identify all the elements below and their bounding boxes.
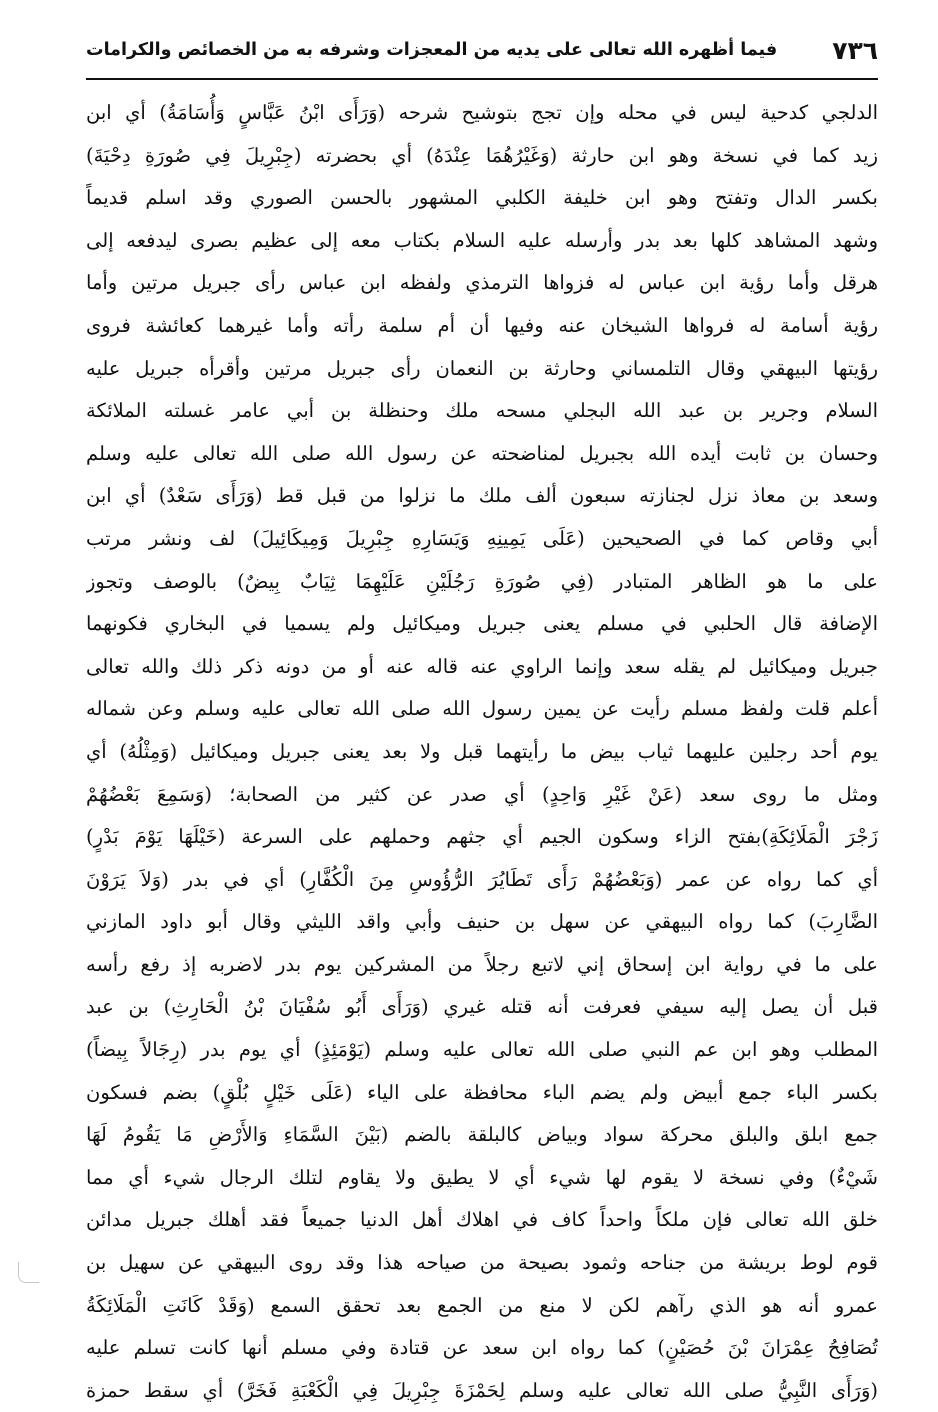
- page-number: ٧٣٦: [832, 35, 878, 65]
- running-title: فيما أظهره الله تعالى على يديه من المعجزات وشرفه به من الخصائص والكرامات: [86, 40, 778, 60]
- text-line: وشهد المشاهد كلها بعد بدر وأرسله عليه السلام بكتاب معه إلى عظيم بصرى ليدفعه إلى: [86, 228, 878, 252]
- text-line: أعلم قلت ولفظ مسلم رأيت عن يمين رسول الله صلى الله تعالى عليه وسلم وعن شماله: [86, 697, 878, 721]
- text-line: رؤية أسامة له فرواها الشيخان عنه وفيها أن أم سلمة رأته وأما غيرهما كعائشة فروى: [86, 313, 878, 337]
- text-line: رؤيتها البيهقي وقال التلمساني وحارثة بن النعمان رأى جبريل مرتين وأقرأه جبريل عليه: [86, 356, 878, 380]
- text-line: وحسان بن ثابت أيده الله بجبريل لمناضحته عن رسول الله صلى الله تعالى عليه وسلم: [86, 441, 878, 465]
- page-header: [86, 28, 878, 72]
- text-line: عمرو أنه هو الذي رآهم لكن لا منع من الجمع بعد تحقق السمع (وَقَدْ كَانَتِ الْمَلَائِكَةُ: [86, 1293, 878, 1317]
- text-line: الدلجي كدحية ليس في محله وإن تجج بتوشيح شرحه (وَرَأَى ابْنُ عَبَّاسٍ وَأُسَامَةُ) أي ابن: [86, 101, 878, 124]
- text-line: وسعد بن معاذ نزل لجنازته سبعون ألف ملك ما نزلوا من قبل قط (وَرَأَى سَعْدٌ) أي ابن: [86, 484, 878, 508]
- text-line: هرقل وأما رؤية ابن عباس له فزواها الترمذي ولفظه ابن عباس رأى جبريل مرتين وأما: [86, 271, 878, 295]
- text-line: المطلب وهو ابن عم النبي صلى الله تعالى عليه وسلم (يَوْمَئِذٍ) أي يوم بدر (رِجَالاً بِيضاً): [86, 1038, 878, 1062]
- text-line: جبريل وميكائيل لم يقله سعد وإنما الراوي عنه قاله عنه أو من دونه ذكر ذلك والله تعالى: [86, 654, 878, 678]
- text-line: زَجْرَ الْمَلَائِكَةِ)بفتح الزاء وسكون الجيم أي جثهم وحملهم على السرعة (خَيْلَهَا يَوْمَ بَدْرٍ): [86, 825, 878, 849]
- header-divider: [86, 78, 878, 80]
- text-line: (وَرَأَى النَّبِيُّ صلى الله تعالى عليه وسلم لِحَمْزَةَ جِبْرِيلَ فِي الْكَعْبَةِ فَخَرَّ) أي سقط حمزة: [86, 1378, 878, 1402]
- text-line: السلام وجرير بن عبد الله البجلي مسحه ملك وحنظلة بن أبي عامر غسلته الملائكة: [86, 399, 878, 423]
- text-line: الإضافة قال الحلبي في مسلم يعنى جبريل وميكائيل ولم يسميا في البخاري فكونهما: [86, 612, 878, 636]
- text-line: جمع ابلق والبلق محركة سواد وبياض كالبلقة بالضم (بَيْنَ السَّمَاءِ وَالأَرْضِ مَا يَقُومُ لَهَا: [86, 1123, 878, 1147]
- text-line: شَيْءٌ) وفي نسخة لا يقوم لها شيء أي لا يطيق ولا يقاوم لتلك الرجال شيء أي مما: [86, 1165, 878, 1189]
- body-text: [86, 92, 878, 1412]
- text-line: يوم أحد رجلين عليهما ثياب بيض ما رأيتهما قبل ولا بعد يعنى جبريل وميكائيل (وَمِثْلُهُ) أي: [86, 739, 878, 763]
- text-line: على ما في رواية ابن إسحاق إني لاتبع رجلاً من المشركين يوم بدر لاضربه إذ رفع رأسه: [86, 952, 878, 976]
- text-line: تُصَافِحُ عِمْرَانَ بْنَ حُصَيْنٍ) كما رواه ابن سعد عن قتادة وفي مسلم أنها كانت تسلم عليه: [86, 1336, 878, 1360]
- text-line: بكسر الباء جمع أبيض ولم يضم الباء محافظة على الياء (عَلَى خَيْلٍ بُلْقٍ) بضم فسكون: [86, 1080, 878, 1104]
- text-line: قبل أن يصل إليه سيفي فعرفت أنه قتله غيري (وَرَأَى أَبُو سُفْيَانَ بْنُ الْحَارِثِ) بن عبد: [86, 995, 878, 1019]
- text-line: خلق الله تعالى فإن ملكاً واحداً كاف في اهلاك أهل الدنيا جميعاً فقد أهلك جبريل مدائن: [86, 1208, 878, 1232]
- text-line: أي كما رواه عن عمر (وَبَعْضُهُمْ رَأَى تَطَايُرَ الرُّؤُوسِ مِنَ الْكُفَّارِ) أي في بدر (وَلاَ يَرَوْنَ: [86, 867, 878, 891]
- text-line: زيد كما في نسخة وهو ابن حارثة (وَغَيْرُهُمَا عِنْدَهُ) أي بحضرته (جِبْرِيلَ فِي صُورَةِ دِحْيَةَ): [86, 143, 878, 167]
- text-line: ومثل ما روى سعد (عَنْ غَيْرِ وَاحِدٍ) أي صدر عن كثير من الصحابة؛ (وَسَمِعَ بَعْضُهُمْ: [86, 782, 878, 806]
- text-line: قوم لوط بريشة من جناحه وثمود بصيحة من صياحه هذا وقد روى البيهقي عن سهيل بن: [86, 1251, 878, 1275]
- scan-artifact: [18, 1262, 39, 1283]
- text-line: أبي وقاص كما في الصحيحين (عَلَى يَمِينِهِ وَيَسَارِهِ جِبْرِيلَ وَمِيكَائِيلَ) لف ونشر مرتب: [86, 526, 878, 550]
- text-line: على ما هو الظاهر المتبادر (فِي صُورَةِ رَجُلَيْنِ عَلَيْهِمَا ثِيَابٌ بِيضٌ) بالوصف وتجوز: [86, 569, 878, 593]
- text-line: الضَّارِبَ) كما رواه البيهقي عن سهل بن حنيف وأبي واقد الليثي وقال أبو داود المازني: [86, 910, 878, 934]
- text-line: بكسر الدال وتفتح وهو ابن خليفة الكلبي المشهور بالحسن الصوري وقد اسلم قديماً: [86, 186, 878, 210]
